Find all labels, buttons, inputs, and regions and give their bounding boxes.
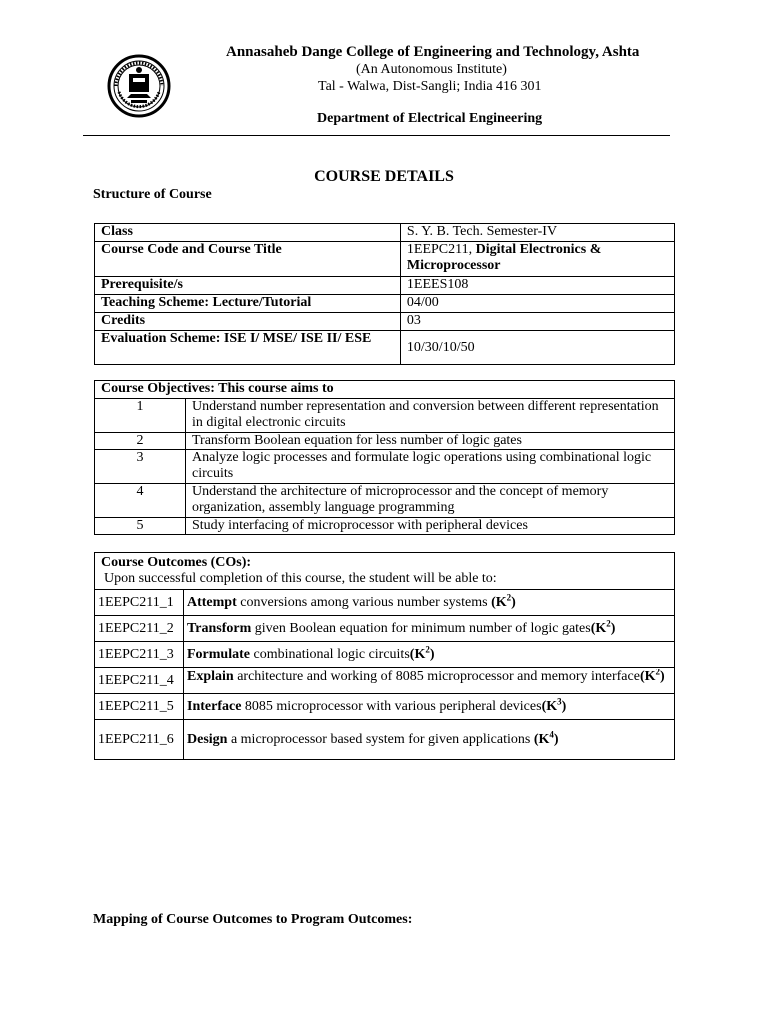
table-row: [95, 450, 675, 484]
objective-number: 2: [95, 433, 186, 450]
knowledge-level-end: ): [553, 731, 559, 747]
mapping-heading: Mapping of Course Outcomes to Program Outcomes:: [93, 912, 413, 927]
table-row: [95, 642, 675, 668]
structure-value: 1EEES108: [400, 277, 674, 295]
institute-name: Annasaheb Dange College of Engineering and Technology, Ashta: [226, 44, 640, 60]
objective-text: Understand the architecture of microprocessor and the concept of memory organization, assembly language programming: [186, 484, 675, 518]
course-structure-table: [94, 223, 675, 365]
table-row: [95, 295, 675, 313]
structure-label: Prerequisite/s: [95, 277, 401, 295]
outcome-code: 1EEPC211_1: [95, 590, 184, 616]
college-seal-logo: [107, 54, 171, 118]
outcome-verb: Transform: [187, 620, 252, 636]
institute-status: (An Autonomous Institute): [356, 62, 507, 77]
knowledge-level-sup: 3: [557, 695, 562, 706]
outcome-desc: architecture and working of 8085 microprocessor and memory interface: [233, 668, 640, 684]
objectives-heading: Course Objectives: This course aims to: [95, 381, 675, 399]
table-row: [95, 616, 675, 642]
course-outcomes-table: [94, 552, 675, 760]
knowledge-level: (K: [639, 668, 656, 684]
structure-heading: Structure of Course: [93, 187, 212, 202]
knowledge-level: (K: [491, 594, 507, 610]
objective-number: 3: [95, 450, 186, 484]
structure-value: 04/00: [400, 295, 674, 313]
knowledge-level-end: ): [561, 698, 567, 714]
objective-text: Transform Boolean equation for less number of logic gates: [186, 433, 675, 450]
outcome-verb: Design: [187, 731, 228, 747]
department-name: Department of Electrical Engineering: [317, 111, 543, 126]
outcome-code: 1EEPC211_2: [95, 616, 184, 642]
table-row: [95, 242, 675, 277]
outcome-text: [184, 616, 675, 642]
structure-value: [400, 242, 674, 277]
outcome-text: [184, 720, 675, 760]
table-row: [95, 590, 675, 616]
table-row: [95, 518, 675, 535]
objective-number: 1: [95, 399, 186, 433]
knowledge-level: (K: [409, 646, 426, 662]
knowledge-level-sup: 2: [655, 668, 660, 676]
structure-label: Course Code and Course Title: [95, 242, 401, 277]
outcome-code: 1EEPC211_4: [95, 668, 184, 694]
table-row: [95, 433, 675, 450]
knowledge-level: (K: [533, 731, 550, 747]
outcome-code: 1EEPC211_5: [95, 694, 184, 720]
table-header-row: [95, 553, 675, 590]
table-row: [95, 694, 675, 720]
objective-text: Analyze logic processes and formulate logic operations using combinational logic circuits: [186, 450, 675, 484]
table-row: [95, 720, 675, 760]
knowledge-level-end: ): [511, 594, 516, 610]
table-row: [95, 399, 675, 433]
structure-label: Class: [95, 224, 401, 242]
table-header-row: [95, 381, 675, 399]
outcome-text: [184, 590, 675, 616]
structure-label: Credits: [95, 313, 401, 331]
table-row: [95, 668, 675, 694]
structure-value: 03: [400, 313, 674, 331]
institute-address: Tal - Walwa, Dist-Sangli; India 416 301: [318, 79, 542, 94]
structure-value: 10/30/10/50: [400, 331, 674, 365]
knowledge-level-end: ): [660, 668, 665, 684]
knowledge-level: (K: [541, 698, 558, 714]
table-row: [95, 484, 675, 518]
knowledge-level-sup: 4: [549, 728, 554, 739]
outcome-text: [184, 694, 675, 720]
course-title: Digital Electronics & Microprocessor: [406, 242, 602, 273]
outcome-verb: Interface: [187, 698, 242, 714]
objective-text: Understand number representation and conversion between different representation in digital electronic circuits: [186, 399, 675, 433]
course-objectives-table: [94, 380, 675, 535]
course-code: 1EEPC211,: [406, 242, 476, 257]
objective-number: 4: [95, 484, 186, 518]
outcome-verb: Formulate: [187, 646, 250, 662]
outcomes-intro: Upon successful completion of this course, the student will be able to:: [104, 571, 497, 586]
knowledge-level: (K: [590, 620, 607, 636]
outcome-verb: Attempt: [187, 594, 237, 610]
header-divider: [83, 135, 670, 136]
outcome-desc: given Boolean equation for minimum number of logic gates: [251, 620, 591, 636]
outcome-desc: 8085 microprocessor with various peripheral devices: [241, 698, 542, 714]
structure-label: Evaluation Scheme: ISE I/ MSE/ ISE II/ ESE: [95, 331, 401, 365]
objective-number: 5: [95, 518, 186, 535]
outcome-verb: Explain: [187, 668, 234, 684]
outcome-desc: a microprocessor based system for given applications: [227, 731, 534, 747]
outcomes-heading: Course Outcomes (COs):: [101, 555, 252, 570]
structure-label: Teaching Scheme: Lecture/Tutorial: [95, 295, 401, 313]
knowledge-level-end: ): [610, 620, 616, 636]
outcome-desc: combinational logic circuits: [249, 646, 410, 662]
page-title: COURSE DETAILS: [314, 168, 454, 185]
objective-text: Study interfacing of microprocessor with peripheral devices: [186, 518, 675, 535]
knowledge-level-sup: 2: [606, 617, 611, 628]
knowledge-level-sup: 2: [425, 643, 430, 654]
outcomes-header-cell: [95, 553, 675, 590]
table-row: [95, 331, 675, 365]
structure-value: S. Y. B. Tech. Semester-IV: [400, 224, 674, 242]
knowledge-level-sup: 2: [506, 591, 512, 602]
outcome-code: 1EEPC211_6: [95, 720, 184, 760]
outcome-code: 1EEPC211_3: [95, 642, 184, 668]
table-row: [95, 224, 675, 242]
table-row: [95, 277, 675, 295]
table-row: [95, 313, 675, 331]
outcome-text: [184, 642, 675, 668]
outcome-text: [184, 668, 675, 694]
knowledge-level-end: ): [429, 646, 435, 662]
outcome-desc: conversions among various number systems: [236, 594, 492, 610]
